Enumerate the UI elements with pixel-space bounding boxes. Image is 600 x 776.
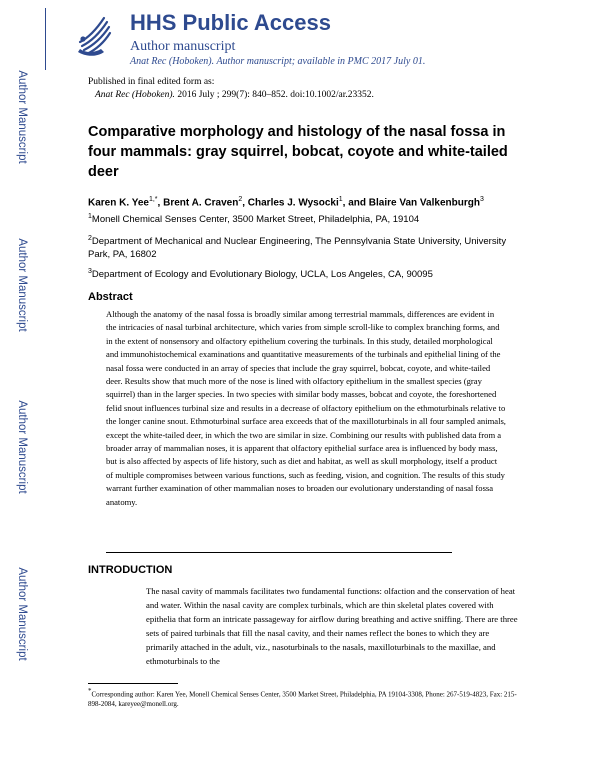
footnote-divider xyxy=(88,683,178,684)
author-manuscript-label: Author manuscript xyxy=(130,39,236,54)
journal-name: Anat Rec (Hoboken). xyxy=(95,90,175,100)
abstract-text: Although the anatomy of the nasal fossa is broadly similar among terrestrial mammals, differences are evident in the intricacies of nasal turbinal architecture, which varies from simple scroll-like to complex branching forms, and in the extent of nonsensory and olfactory epithelium covering the turbinals. In this study, detailed morphological and immunohistochemical examinations and quantitative measurements of the turbinals and epithelial lining of the nasal fossa were conducted in an array of species that include the gray squirrel, bobcat, coyote, and white-tailed deer. Results show that much more of the nose is lined with olfactory epithelium in the smallest species (gray squirrel) than in the larger species. In two species with similar body masses, bobcat and coyote, the foreshortened felid snout influences turbinal size and results in a decrease of olfactory epithelium on the ethmoturbinals relative to the longer canine snout. Ethmoturbinal surface area exceeds that of the maxilloturbinals in all four sampled animals, except the white-tailed deer, in which the two are similar in size. Combining our results with published data from a broader array of mammalian noses, it is apparent that olfactory epithelial surface area is influenced by body mass, but is also affected by aspects of life history, such as diet and habitat, as well as skull morphology, itself a product of multiple compromises between various functions, such as feeding, vision, and cognition. The results of this study warrant further examination of other mammalian noses to broaden our evolutionary understanding of nasal fossa anatomy. xyxy=(106,309,506,507)
abstract-heading: Abstract xyxy=(88,291,133,303)
author-name: Blaire Van Valkenburgh xyxy=(368,197,480,209)
author-list: Karen K. Yee$^{1,*}$, Brent A. Craven$^2$, Charles J. Wysocki$^1$, and Blaire Van Valkenburgh$^3$ xyxy=(88,196,484,209)
abstract-divider xyxy=(106,552,452,553)
author-superscript: 1,* xyxy=(148,196,158,203)
author-superscript: 2 xyxy=(238,196,243,203)
introduction-heading: INTRODUCTION xyxy=(88,564,173,576)
published-in-label: Published in final edited form as: xyxy=(88,77,215,87)
hhs-eagle-logo-icon xyxy=(74,12,114,60)
publication-details xyxy=(95,91,374,101)
author-superscript: 3 xyxy=(479,196,484,203)
introduction-text: The nasal cavity of mammals facilitates two fundamental functions: olfaction and the conservation of heat and water. Within the nasal cavity are complex turbinals, which are thin skeletal plates covered with epithelia that form an intricate passageway for airflow during breathing and active sniffing. There are three sets of paired turbinals that fill the nasal cavity, and their names reflect the bones to which they are primarily attached in the adult, viz., nasoturbinals to the nasals, maxilloturbinals to the maxillae, and ethmoturbinals to the xyxy=(146,586,518,666)
affiliation: $^3$Department of Ecology and Evolutionary Biology, UCLA, Los Angeles, CA, 90095 xyxy=(88,268,433,281)
author-name: Karen K. Yee xyxy=(88,197,149,209)
author-manuscript-side-label: Author Manuscript xyxy=(16,238,28,332)
doi-details: 2016 July ; 299(7): 840–852. doi:10.1002/ar.23352. xyxy=(174,90,374,100)
corresponding-author-footnote: *Corresponding author: Karen Yee, Monell Chemical Senses Center, 3500 Market Street, Philadelphia, PA 19104-3308, Phone: 267-519-4823, Fax: 215-898-2084, kareyee@monell.org. xyxy=(88,687,517,709)
affiliation: $^1$Monell Chemical Senses Center, 3500 Market Street, Philadelphia, PA, 19104 xyxy=(88,213,420,226)
author-manuscript-side-label: Author Manuscript xyxy=(16,70,28,164)
manuscript-citation: Anat Rec (Hoboken). Author manuscript; available in PMC 2017 July 01. xyxy=(130,56,426,67)
author-manuscript-side-label: Author Manuscript xyxy=(16,567,28,661)
author-superscript: 1 xyxy=(338,196,343,203)
header-divider xyxy=(45,8,46,70)
affiliation: $^2$Department of Mechanical and Nuclear Engineering, The Pennsylvania State University, University Park, PA, 16802 xyxy=(88,235,507,261)
author-manuscript-side-label: Author Manuscript xyxy=(16,400,28,494)
author-name: Brent A. Craven xyxy=(163,197,239,209)
paper-title: Comparative morphology and histology of the nasal fossa in four mammals: gray squirrel, bobcat, coyote and white-tailed deer xyxy=(88,124,508,180)
author-name: Charles J. Wysocki xyxy=(247,197,339,209)
hhs-public-access-title: HHS Public Access xyxy=(130,10,331,35)
